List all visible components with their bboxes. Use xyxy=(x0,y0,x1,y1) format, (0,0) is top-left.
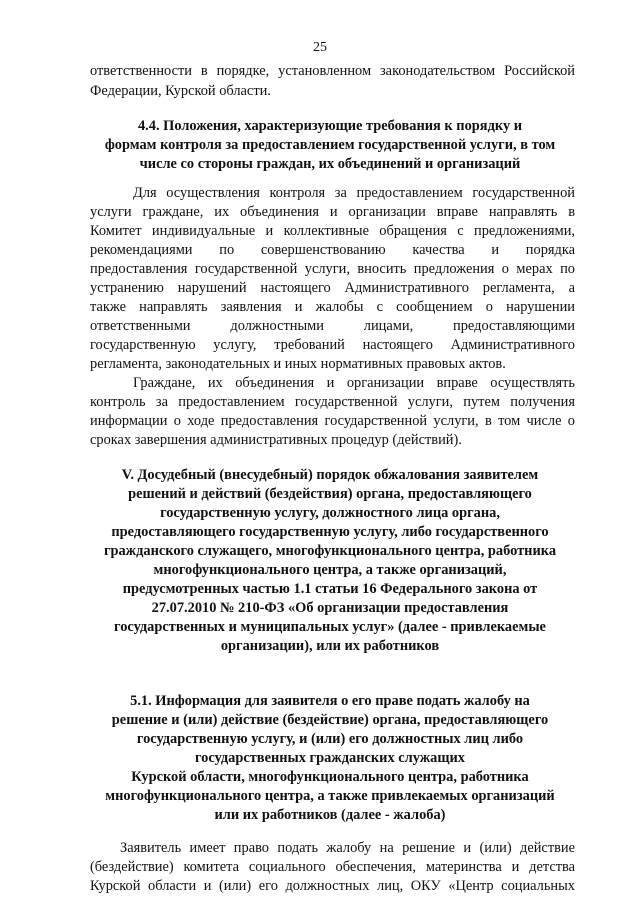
section-5-heading: предоставляющего государственную услугу, либо государственного xyxy=(111,524,549,540)
paragraph-line: также направлять заявления и жалобы с сообщением о нарушении xyxy=(90,299,575,315)
section-4-4-heading: числе со стороны граждан, их объединений и организаций xyxy=(139,156,521,172)
section-4-4-heading: 4.4. Положения, характеризующие требования к порядку и xyxy=(137,118,523,134)
paragraph-line: информации о ходе предоставления государственной услуги, в том числе о xyxy=(90,413,575,429)
section-5-heading: гражданского служащего, многофункционального центра, работника xyxy=(103,543,557,559)
section-5-heading: решений и действий (бездействия) органа, предоставляющего xyxy=(128,486,532,502)
section-4-4-heading: формам контроля за предоставлением государственной услуги, в том xyxy=(104,137,556,153)
paragraph-line: предоставления государственной услуги, вносить предложения о мерах по xyxy=(90,261,575,277)
section-5-heading: предусмотренных частью 1.1 статьи 16 Федерального закона от xyxy=(122,581,538,597)
paragraph-line: устранению нарушений настоящего Административного регламента, а xyxy=(90,280,575,296)
paragraph-line: услуги граждане, их объединения и организации вправе направлять в xyxy=(90,204,575,220)
section-5-1-heading: государственную услугу, и (или) его должностных лиц либо xyxy=(136,731,524,747)
paragraph-line: (бездействие) комитета социального обеспечения, материнства и детства xyxy=(90,859,575,875)
paragraph-line: государственную услугу, требований настоящего Административного xyxy=(90,337,575,353)
intro-line: ответственности в порядке, установленном законодательством Российской xyxy=(90,63,575,79)
paragraph-line: Комитет индивидуальные и коллективные обращения с предложениями, xyxy=(90,223,575,239)
paragraph-line: сроках завершения административных процедур (действий). xyxy=(90,432,462,448)
paragraph-line: Граждане, их объединения и организации вправе осуществлять xyxy=(133,375,575,391)
paragraph-line: контроль за предоставлением государственной услуги, путем получения xyxy=(90,394,575,410)
paragraph-line: ответственными должностными лицами, предоставляющими xyxy=(90,318,575,334)
section-5-heading: организации), или их работников xyxy=(220,638,440,654)
paragraph-line: Курской области и (или) его должностных лиц, ОКУ «Центр социальных xyxy=(90,878,575,894)
paragraph-line: рекомендациями по совершенствованию качества и порядка xyxy=(90,242,575,258)
paragraph-line: Заявитель имеет право подать жалобу на решение и (или) действие xyxy=(120,840,575,856)
section-5-heading: 27.07.2010 № 210-ФЗ «Об организации предоставления xyxy=(151,600,509,616)
section-5-1-heading: 5.1. Информация для заявителя о его праве подать жалобу на xyxy=(130,693,530,709)
paragraph-line: регламента, законодательных и иных нормативных правовых актов. xyxy=(90,356,506,372)
section-5-1-heading: решение и (или) действие (бездействие) органа, предоставляющего xyxy=(111,712,549,728)
paragraph-line: Для осуществления контроля за предоставлением государственной xyxy=(133,185,575,201)
section-5-1-heading: или их работников (далее - жалоба) xyxy=(214,807,446,823)
section-5-1-heading: Курской области, многофункционального центра, работника xyxy=(131,769,529,785)
section-5-heading: многофункционального центра, а также организаций, xyxy=(153,562,507,578)
section-5-heading: государственную услугу, должностного лица органа, xyxy=(160,505,500,521)
section-5-1-heading: многофункционального центра, а также привлекаемых организаций xyxy=(105,788,555,804)
section-5-1-heading: государственных гражданских служащих xyxy=(195,750,465,766)
page-number: 25 xyxy=(313,40,327,55)
section-5-heading: V. Досудебный (внесудебный) порядок обжалования заявителем xyxy=(121,467,539,483)
intro-line: Федерации, Курской области. xyxy=(90,83,271,99)
section-5-heading: государственных и муниципальных услуг» (далее - привлекаемые xyxy=(114,619,546,635)
